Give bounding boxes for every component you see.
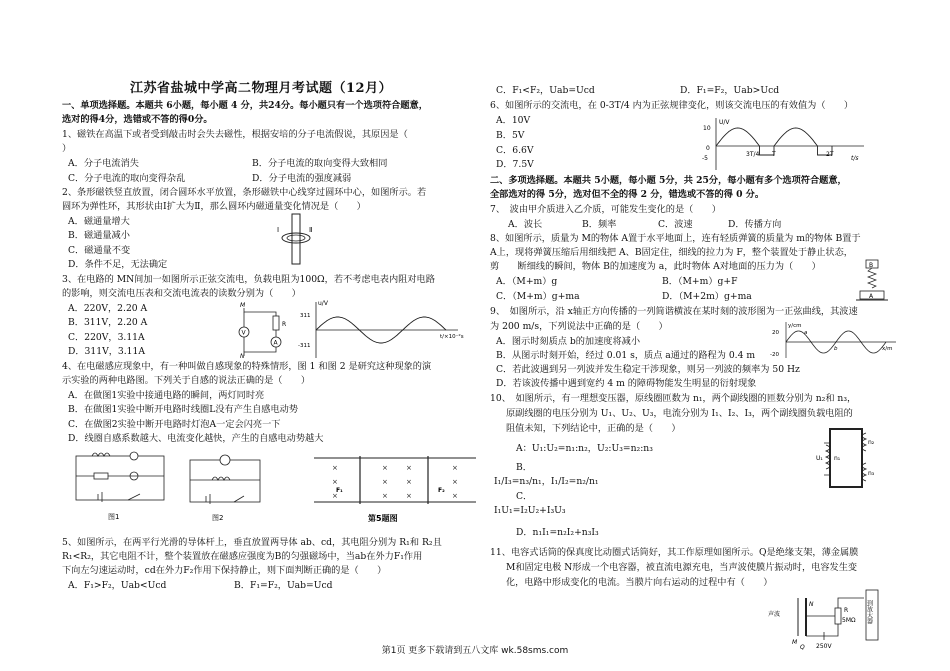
field-x-mark: × <box>332 478 338 486</box>
q10-stem-line2: 原副线圈的电压分别为 U₁、U₂、U₃，电流分别为 I₁、I₂、I₃，两个副线圈负载电阻的 <box>506 408 853 419</box>
q7-option-c: C．波速 <box>658 219 693 230</box>
q4-figure-1 <box>68 448 172 524</box>
q9-axis-x: x/m <box>882 346 893 352</box>
q3-ammeter-label: A <box>273 339 278 347</box>
inductor-2-icon <box>212 477 230 480</box>
q4-stem-line2: 示实验的两种电路图。下列关于自感的说法正确的是（ ） <box>62 375 311 386</box>
q11-label-q: Q <box>800 644 805 650</box>
q6-tick-3t4: 3T/4 <box>746 151 760 158</box>
q10-option-d: D．n₁I₁=n₂I₂+n₃I₃ <box>516 527 599 538</box>
q10-label-u1: U₁ <box>816 455 823 462</box>
q2-option-d: D．条件不足，无法确定 <box>68 259 168 270</box>
q8-stem-line1: 8、如图所示，质量为 M的物体 A置于水平地面上，连有轻质弹簧的质量为 m的物体 B置于 <box>490 233 861 244</box>
q3-voltmeter-label: V <box>241 329 246 337</box>
section1-header-line2: 选对的得4分，选错或不答的得0分。 <box>62 114 213 125</box>
q11-microphone-figure <box>768 586 898 650</box>
q6-tick-2t: 2T <box>826 151 834 158</box>
field-x-mark: × <box>382 478 388 486</box>
q1-option-a: A．分子电流消失 <box>68 158 139 169</box>
svg-text:F₁: F₁ <box>336 487 343 494</box>
q6-tick-0: 0 <box>706 145 710 152</box>
q6-stem: 6、如图所示的交流电，在 0-3T/4 内为正弦规律变化，则该交流电压的有效值为（ ） <box>490 100 854 111</box>
ring-label-2: Ⅱ <box>309 226 313 234</box>
q6-option-d: D．7.5V <box>496 159 534 170</box>
q9-stem-line1: 9、 如图所示，沿 x轴正方向传播的一列简谐横波在某时刻的波形图为一正弦曲线，其波速 <box>490 306 858 317</box>
switch-2-icon <box>234 496 244 502</box>
q3-option-a: A．220V，2.20 A <box>68 303 148 314</box>
q5-option-d: D．F₁=F₂，Uab>Ucd <box>680 85 780 96</box>
q11-sound-label: 声波 <box>768 611 781 618</box>
q11-label-m: M <box>792 639 798 646</box>
q6-option-c: C．6.6V <box>496 145 534 156</box>
q11-label-n: N <box>809 601 814 608</box>
q3-stem-line2: 的影响，则交流电压表和交流电流表的读数分别为（ ） <box>62 288 301 299</box>
q3-option-d: D．311V，3.11A <box>68 346 146 357</box>
q4-option-d: D．线圈自感系数越大、电流变化越快，产生的自感电动势越大 <box>68 433 324 444</box>
q10-label-n3: n₃ <box>868 470 875 477</box>
q8-stem-line2: A上，现将弹簧压缩后用细线把 A、B固定住，细线的拉力为 F，整个装置处于静止状态， <box>490 247 853 258</box>
q1-stem-line2: ） <box>62 143 72 154</box>
q3-stem-line1: 3、在电路的 MN间加一如图所示正弦交流电，负载电阻为100Ω，若不考虑电表内阻对电路 <box>62 274 435 285</box>
q2-stem-line1: 2、条形磁铁竖直放置，闭合圆环水平放置，条形磁铁中心线穿过圆环中心，如图所示。若 <box>62 187 427 198</box>
field-x-mark: × <box>452 478 458 486</box>
section2-header-line2: 全部选对的得 5分，选对但不全的得 2 分，错选或不答的得 0 分。 <box>490 189 765 200</box>
q11-stem-line2: M和固定电极 N形成一个电容器，被直流电源充电，当声波使膜片振动时，电容发生变 <box>506 562 858 573</box>
q9-axis-y: y/cm <box>788 323 802 329</box>
field-x-mark: × <box>406 478 412 486</box>
q2-magnet-ring-figure <box>276 212 316 268</box>
q4-option-a: A．在做图1实验中接通电路的瞬间，两灯同时亮 <box>68 390 265 401</box>
q6-option-a: A．10V <box>496 115 531 126</box>
q9-option-b: B．从图示时刻开始，经过 0.01 s，质点 a通过的路程为 0.4 m <box>496 350 756 361</box>
q4-stem-line1: 4、在电磁感应现象中，有一种叫做自感现象的特殊情形，图 1 和图 2 是研究这种现象的演 <box>62 361 432 372</box>
q8-option-a: A．（M+m）g <box>496 276 558 287</box>
q8-block-b-label: B <box>869 262 874 269</box>
q5-stem-line3: 下向左匀速运动时，cd在外力F₂作用下保持静止，则下面判断正确的是（ ） <box>62 565 387 576</box>
q5-option-c: C．F₁<F₂，Uab=Ucd <box>496 85 595 96</box>
q3-circuit-and-wave-figure <box>230 298 484 360</box>
q7-option-a: A．波长 <box>508 219 543 230</box>
q4-option-c: C．在做图2实验中断开电路时灯泡A一定会闪亮一下 <box>68 419 281 430</box>
q7-stem: 7、 波由甲介质进入乙介质，可能发生变化的是（ ） <box>490 204 721 215</box>
q4-option-b: B．在做图1实验中断开电路时线圈L没有产生自感电动势 <box>68 404 299 415</box>
q7-option-b: B．频率 <box>582 219 617 230</box>
section1-header-line1: 一、单项选择题。本题共 6小题，每小题 4 分，共24分。每小题只有一个选项符合题意， <box>62 100 428 111</box>
field-x-mark: × <box>452 492 458 500</box>
q8-block-a-label: A <box>869 293 874 300</box>
bar-magnet-icon <box>292 214 300 264</box>
q11-label-r: R <box>844 607 849 614</box>
q4-figure-2 <box>182 450 268 526</box>
q6-axis-t: t/s <box>851 155 859 162</box>
q3-trough: -311 <box>298 343 311 349</box>
q3-option-b: B．311V，2.20 A <box>68 317 148 328</box>
q8-spring-figure <box>854 258 890 302</box>
switch-icon <box>128 494 140 500</box>
q11-stem-line1: 11、电容式话筒的保真度比动圈式话筒好，其工作原理如图所示。Q是绝缘支架，薄金属膜 <box>490 547 859 558</box>
q1-option-b: B．分子电流的取向变得大致相同 <box>252 158 388 169</box>
q5-option-b: B．F₁=F₂，Uab=Ucd <box>234 580 333 591</box>
q6-option-b: B．5V <box>496 130 525 141</box>
resistor-r-icon <box>835 608 841 624</box>
q10-option-c-label: C． <box>516 491 533 502</box>
field-x-mark: × <box>452 464 458 472</box>
q2-option-b: B．磁通量减小 <box>68 230 130 241</box>
q1-option-c: C．分子电流的取向变得杂乱 <box>68 173 186 184</box>
q9-option-d: D．若该波传播中遇到宽约 4 m 的障碍物能发生明显的衍射现象 <box>496 378 757 389</box>
q3-resistor-label: R <box>282 321 287 328</box>
q5-stem-line2: R₁<R₂，其它电阻不计，整个装置放在磁感应强度为B的匀强磁场中，当ab在外力F₁作用 <box>62 551 423 562</box>
q11-label-5m: 5MΩ <box>842 617 856 624</box>
q2-option-a: A．磁通量增大 <box>68 216 130 227</box>
q7-option-d: D．传播方向 <box>728 219 782 230</box>
section2-header-line1: 二、多项选择题。本题共 5小题，每小题 5分，共 25分，每小题有多个选项符合题意， <box>490 175 847 186</box>
q2-option-c: C．磁通量不变 <box>68 245 131 256</box>
q3-option-c: C．220V，3.11A <box>68 332 145 343</box>
resistor-icon <box>273 316 279 330</box>
q9-point-b: b <box>834 346 838 352</box>
q9-point-a: a <box>804 330 808 336</box>
q6-tick-10: 10 <box>703 125 711 132</box>
q5-stem-line1: 5、如图所示，在两平行光滑的导体杆上，垂直放置两导体 ab、cd，其电阻分别为 R₁和 R₂且 <box>62 537 442 548</box>
q9-option-c: C．若此波遇到另一列波并发生稳定干涉现象，则另一列波的频率为 50 Hz <box>496 364 800 375</box>
q6-axis-u: U/V <box>719 119 730 126</box>
q10-option-b: I₁/I₃=n₃/n₁，I₁/I₂=n₂/n₁ <box>494 476 599 487</box>
field-x-mark: × <box>332 492 338 500</box>
q8-option-d: D．（M+2m）g+ma <box>662 291 752 302</box>
figure-5-caption: 第5题图 <box>368 514 398 523</box>
q3-axis-t: t/×10⁻²s <box>440 334 464 340</box>
q11-label-amplifier: 到放大器 <box>865 600 873 624</box>
field-x-mark: × <box>332 464 338 472</box>
spring-icon <box>868 268 876 288</box>
q8-option-c: C．（M+m）g+ma <box>496 291 580 302</box>
q11-stem-line3: 化，电路中形成变化的电流。当膜片向右运动的过程中有（ ） <box>506 577 773 588</box>
q3-terminal-m: M <box>240 302 246 309</box>
field-x-mark: × <box>406 492 412 500</box>
q11-label-250v: 250V <box>816 643 832 650</box>
svg-text:F₂: F₂ <box>438 487 445 494</box>
lamp-a1-icon <box>130 452 138 460</box>
q10-option-b-label: B． <box>516 462 532 473</box>
q8-stem-line3: 剪 断细线的瞬间，物体 B的加速度为 a，此时物体 A对地面的压力为（ ） <box>490 261 821 272</box>
q3-peak: 311 <box>300 313 311 319</box>
inductor-icon <box>92 453 110 456</box>
q3-axis-u: u/V <box>318 300 328 307</box>
q10-option-a: A：U₁:U₂=n₁:n₂，U₂:U₃=n₂:n₃ <box>516 443 653 454</box>
q6-tick-t: T <box>772 151 776 158</box>
q2-stem-line2: 圆环为弹性环，其形状由Ⅰ扩大为Ⅱ，那么圆环内磁通量变化情况是（ ） <box>62 201 366 212</box>
field-x-mark: × <box>382 464 388 472</box>
q6-voltage-figure <box>696 116 872 172</box>
q9-option-a: A．图示时刻质点 b的加速度将减小 <box>496 336 641 347</box>
q8-option-b: B．（M+m）g+F <box>662 276 738 287</box>
q1-stem-line1: 1、磁铁在高温下或者受到敲击时会失去磁性，根据安培的分子电流假说，其原因是（ <box>62 129 408 140</box>
q10-stem-line3: 阻值未知，下列结论中，正确的是（ ） <box>506 423 681 434</box>
q10-stem-line1: 10、 如图所示，有一理想变压器，原线圈匝数为 n₁，两个副线圈的匝数分别为 n₂和 n₃， <box>490 393 857 404</box>
field-x-mark: × <box>406 464 412 472</box>
q5-option-a: A．F₁>F₂，Uab<Ucd <box>68 580 167 591</box>
q10-label-n1: n₁ <box>834 455 841 462</box>
figure-2-caption: 图2 <box>212 514 224 522</box>
q9-wave-figure <box>770 320 900 360</box>
q1-option-d: D．分子电流的强度减弱 <box>252 173 352 184</box>
page-title: 江苏省盐城中学高二物理月考试题（12月） <box>130 81 393 96</box>
figure-1-caption: 图1 <box>108 513 120 521</box>
q9-tick-minus20: -20 <box>770 352 779 358</box>
q6-tick-minus5: -5 <box>702 155 708 162</box>
q3-terminal-n: N <box>240 353 245 360</box>
q10-transformer-figure <box>816 425 876 491</box>
rheostat-icon <box>94 473 108 479</box>
q10-label-n2: n₂ <box>868 439 875 446</box>
page-footer: 第1页 更多下载请到五八文库 wk.58sms.com <box>381 646 569 656</box>
q5-rails-figure <box>310 450 480 526</box>
q10-option-c: I₁U₁=I₂U₂+I₃U₃ <box>494 505 566 516</box>
q9-tick-20: 20 <box>772 330 779 336</box>
q9-stem-line2: 为 200 m/s，下列说法中正确的是（ ） <box>490 321 668 332</box>
ring-label-1: Ⅰ <box>277 226 280 234</box>
field-x-mark: × <box>382 492 388 500</box>
lamp-a-icon <box>220 455 230 465</box>
